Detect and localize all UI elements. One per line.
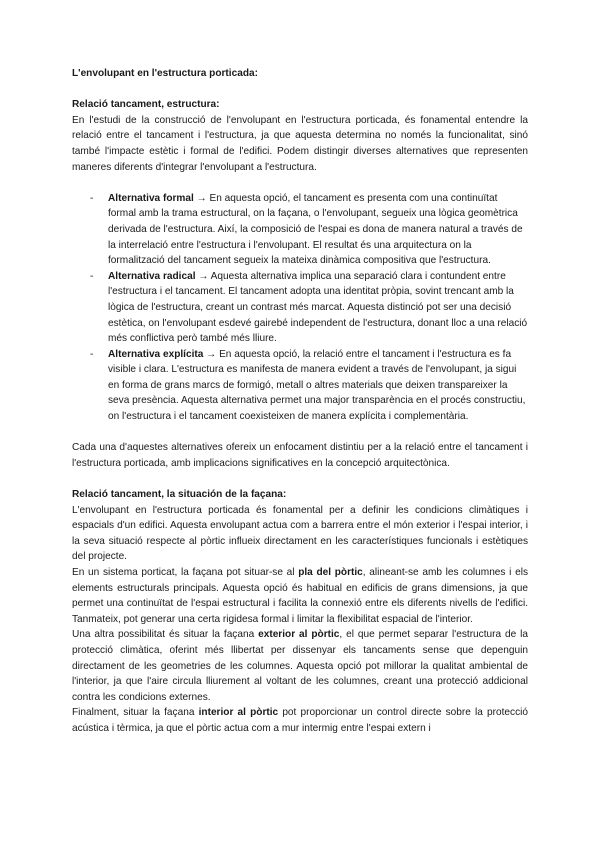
section-conclusion-paragraph: Cada una d'aquestes alternatives ofereix un enfocament distintiu per a la relació entre el tancament i l'estructura porticada, amb implicacions significatives en la concepció arquitectònica. <box>72 442 528 469</box>
facade-paragraph-4 <box>72 705 528 736</box>
alternative-text: → En aquesta opció, la relació entre el tancament i l'estructura es fa visible i clara. L'estructura es manifesta de manera evident a través de l'envolupant, ja sigui en forma de grans marcs de formigó, metall o altres materials que deixen transpareixer la seva presència. Aquesta alternativa permet una major transparència en el procés constructiu, on l'estructura i el tancament coexisteixen de manera explícita i complementària. <box>108 348 526 423</box>
alternative-label: Alternativa formal <box>108 192 194 204</box>
spacer <box>72 82 528 98</box>
list-bullet: - <box>90 348 94 360</box>
text-run: , el que permet separar l'estructura de la protecció climàtica, oferint més llibertat per dissenyar els tancaments sense que depenguin directament de les geometries de les columnes. Aquesta opció pot millorar la qualitat ambiental de l'interior, ja que l'aire circula lliurement al voltant de les columnes, creant una protecció addicional contra les condicions externes. <box>72 629 528 703</box>
alternative-label: Alternativa radical <box>108 270 196 282</box>
text-run: En un sistema porticat, la façana pot situar-se al <box>72 567 299 578</box>
text-run: Finalment, situar la façana <box>72 707 199 719</box>
list-item-radical <box>90 269 528 347</box>
spacer <box>72 471 528 487</box>
spacer <box>72 175 528 191</box>
list-item-explicit <box>90 347 528 425</box>
alternative-text: → Aquesta alternativa implica una separació clara i contundent entre l'estructura i el tancament. El tancament adopta una identitat pròpia, sovint trencant amb la lògica de l'estructura, creant un contrast més marcat. Aquesta distinció pot ser una decisió estètica, on l'envolupant esdevé gairebé independent de l'estructura, donant lloc a una relació més conflictiva però també més lliure. <box>108 270 528 345</box>
alternative-label: Alternativa explícita <box>108 348 204 360</box>
spacer <box>72 425 528 441</box>
bold-term: pla del pòrtic <box>298 567 363 578</box>
bold-term: exterior al pòrtic <box>258 629 340 641</box>
facade-paragraph-3 <box>72 627 528 705</box>
document-title: L'envolupant en l'estructura porticada: <box>72 68 258 79</box>
bold-term: interior al pòrtic <box>198 707 279 719</box>
alternative-text: → En aquesta opció, el tancament es presenta com una continuïtat formal amb la trama estructural, on la façana, o l'envolupant, segueix una lògica geomètrica derivada de l'estructura. Així, la composició de l'espai es dona de manera natural a través de la interrelació entre l'estructura i l'envolupant. El resultat és una arquitectura on la formalització del tancament segueix la mateixa dinàmica compositiva que l'estructura. <box>108 192 523 267</box>
facade-paragraph-2 <box>72 565 528 627</box>
section-heading-structure: Relació tancament, estructura: <box>72 99 220 111</box>
list-bullet: - <box>90 192 94 204</box>
list-bullet: - <box>90 270 94 282</box>
alternatives-list <box>72 191 528 425</box>
facade-paragraph-1: L'envolupant en l'estructura porticada és fonamental per a definir les condicions climàtiques i espacials d'un edifici. Aquesta envolupant actua com a barrera entre el món exterior i l'espai interior, i la seva situació respecte al pòrtic influeix directament en les característiques funcionals i estètiques del projecte. <box>72 504 528 563</box>
section-heading-facade: Relació tancament, la situación de la façana: <box>72 489 287 501</box>
list-item-formal <box>90 191 528 269</box>
text-run: , alineant-se amb les columnes i els elements estructurals principals. Aquesta opció és habitual en edificis de grans dimensions, ja que permet una continuïtat de l'espai estructural i facilita la connexió entre els diferents nivells de l'edifici. Tanmateix, pot generar una certa rigidesa formal i limitar la flexibilitat espacial de l'interior. <box>72 567 528 625</box>
text-run: Una altra possibilitat és situar la façana <box>72 629 259 641</box>
text-run: pot proporcionar un control directe sobre la protecció acústica i tèrmica, ja que el pòrtic actua com a mur intermig entre l'espai extern i <box>72 707 528 734</box>
section-intro-paragraph: En l'estudi de la construcció de l'envolupant en l'estructura porticada, és fonamental entendre la relació entre el tancament i l'estructura, ja que aquesta determina no només la funcionalitat, sinó també l'impacte estètic i formal de l'edifici. Podem distingir diverses alternatives que representen maneres diferents d'integrar l'envolupant a l'estructura. <box>72 114 528 173</box>
